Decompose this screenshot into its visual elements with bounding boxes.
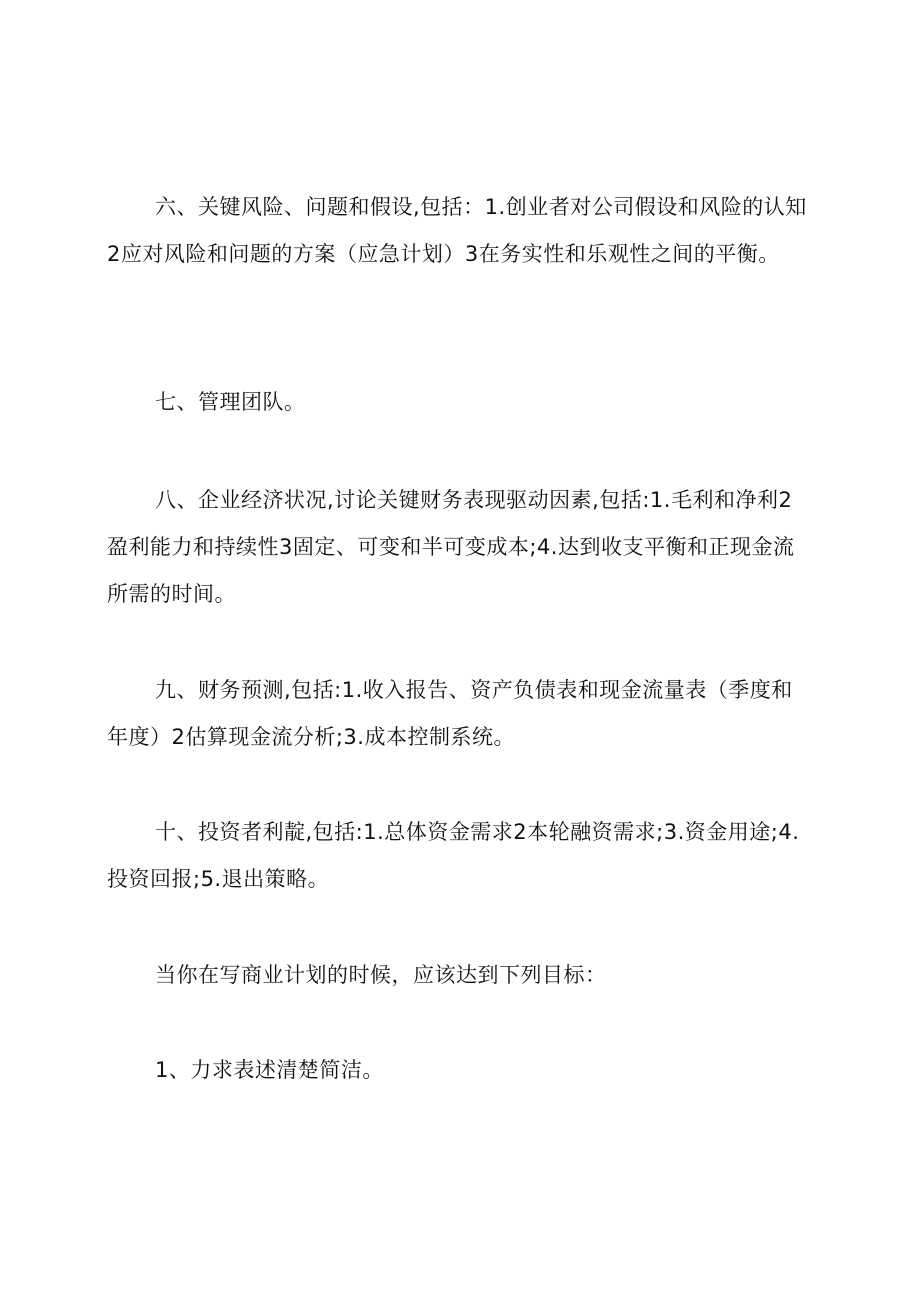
goal-item-1: 1、力求表述清楚简洁。 [155,1058,384,1082]
section-eight-economics: 八、企业经济状况,讨论关键财务表现驱动因素,包括:1.毛利和净利2盈利能力和持续性3固定、可变和半可变成本;4.达到收支平衡和正现金流所需的时间。 [107,488,795,606]
section-seven-management-team: 七、管理团队。 [155,390,306,414]
section-six-key-risks: 六、关键风险、问题和假设,包括：1.创业者对公司假设和风险的认知2应对风险和问题的方案（应急计划）3在务实性和乐观性之间的平衡。 [107,195,807,266]
goals-intro: 当你在写商业计划的时候，应该达到下列目标： [155,963,607,987]
section-nine-financial-forecast: 九、财务预测,包括:1.收入报告、资产负债表和现金流量表（季度和年度）2估算现金流分析;3.成本控制系统。 [107,678,793,749]
section-ten-investor-benefits: 十、投资者利靛,包括:1.总体资金需求2本轮融资需求;3.资金用途;4.投资回报;5.退出策略。 [107,820,800,891]
